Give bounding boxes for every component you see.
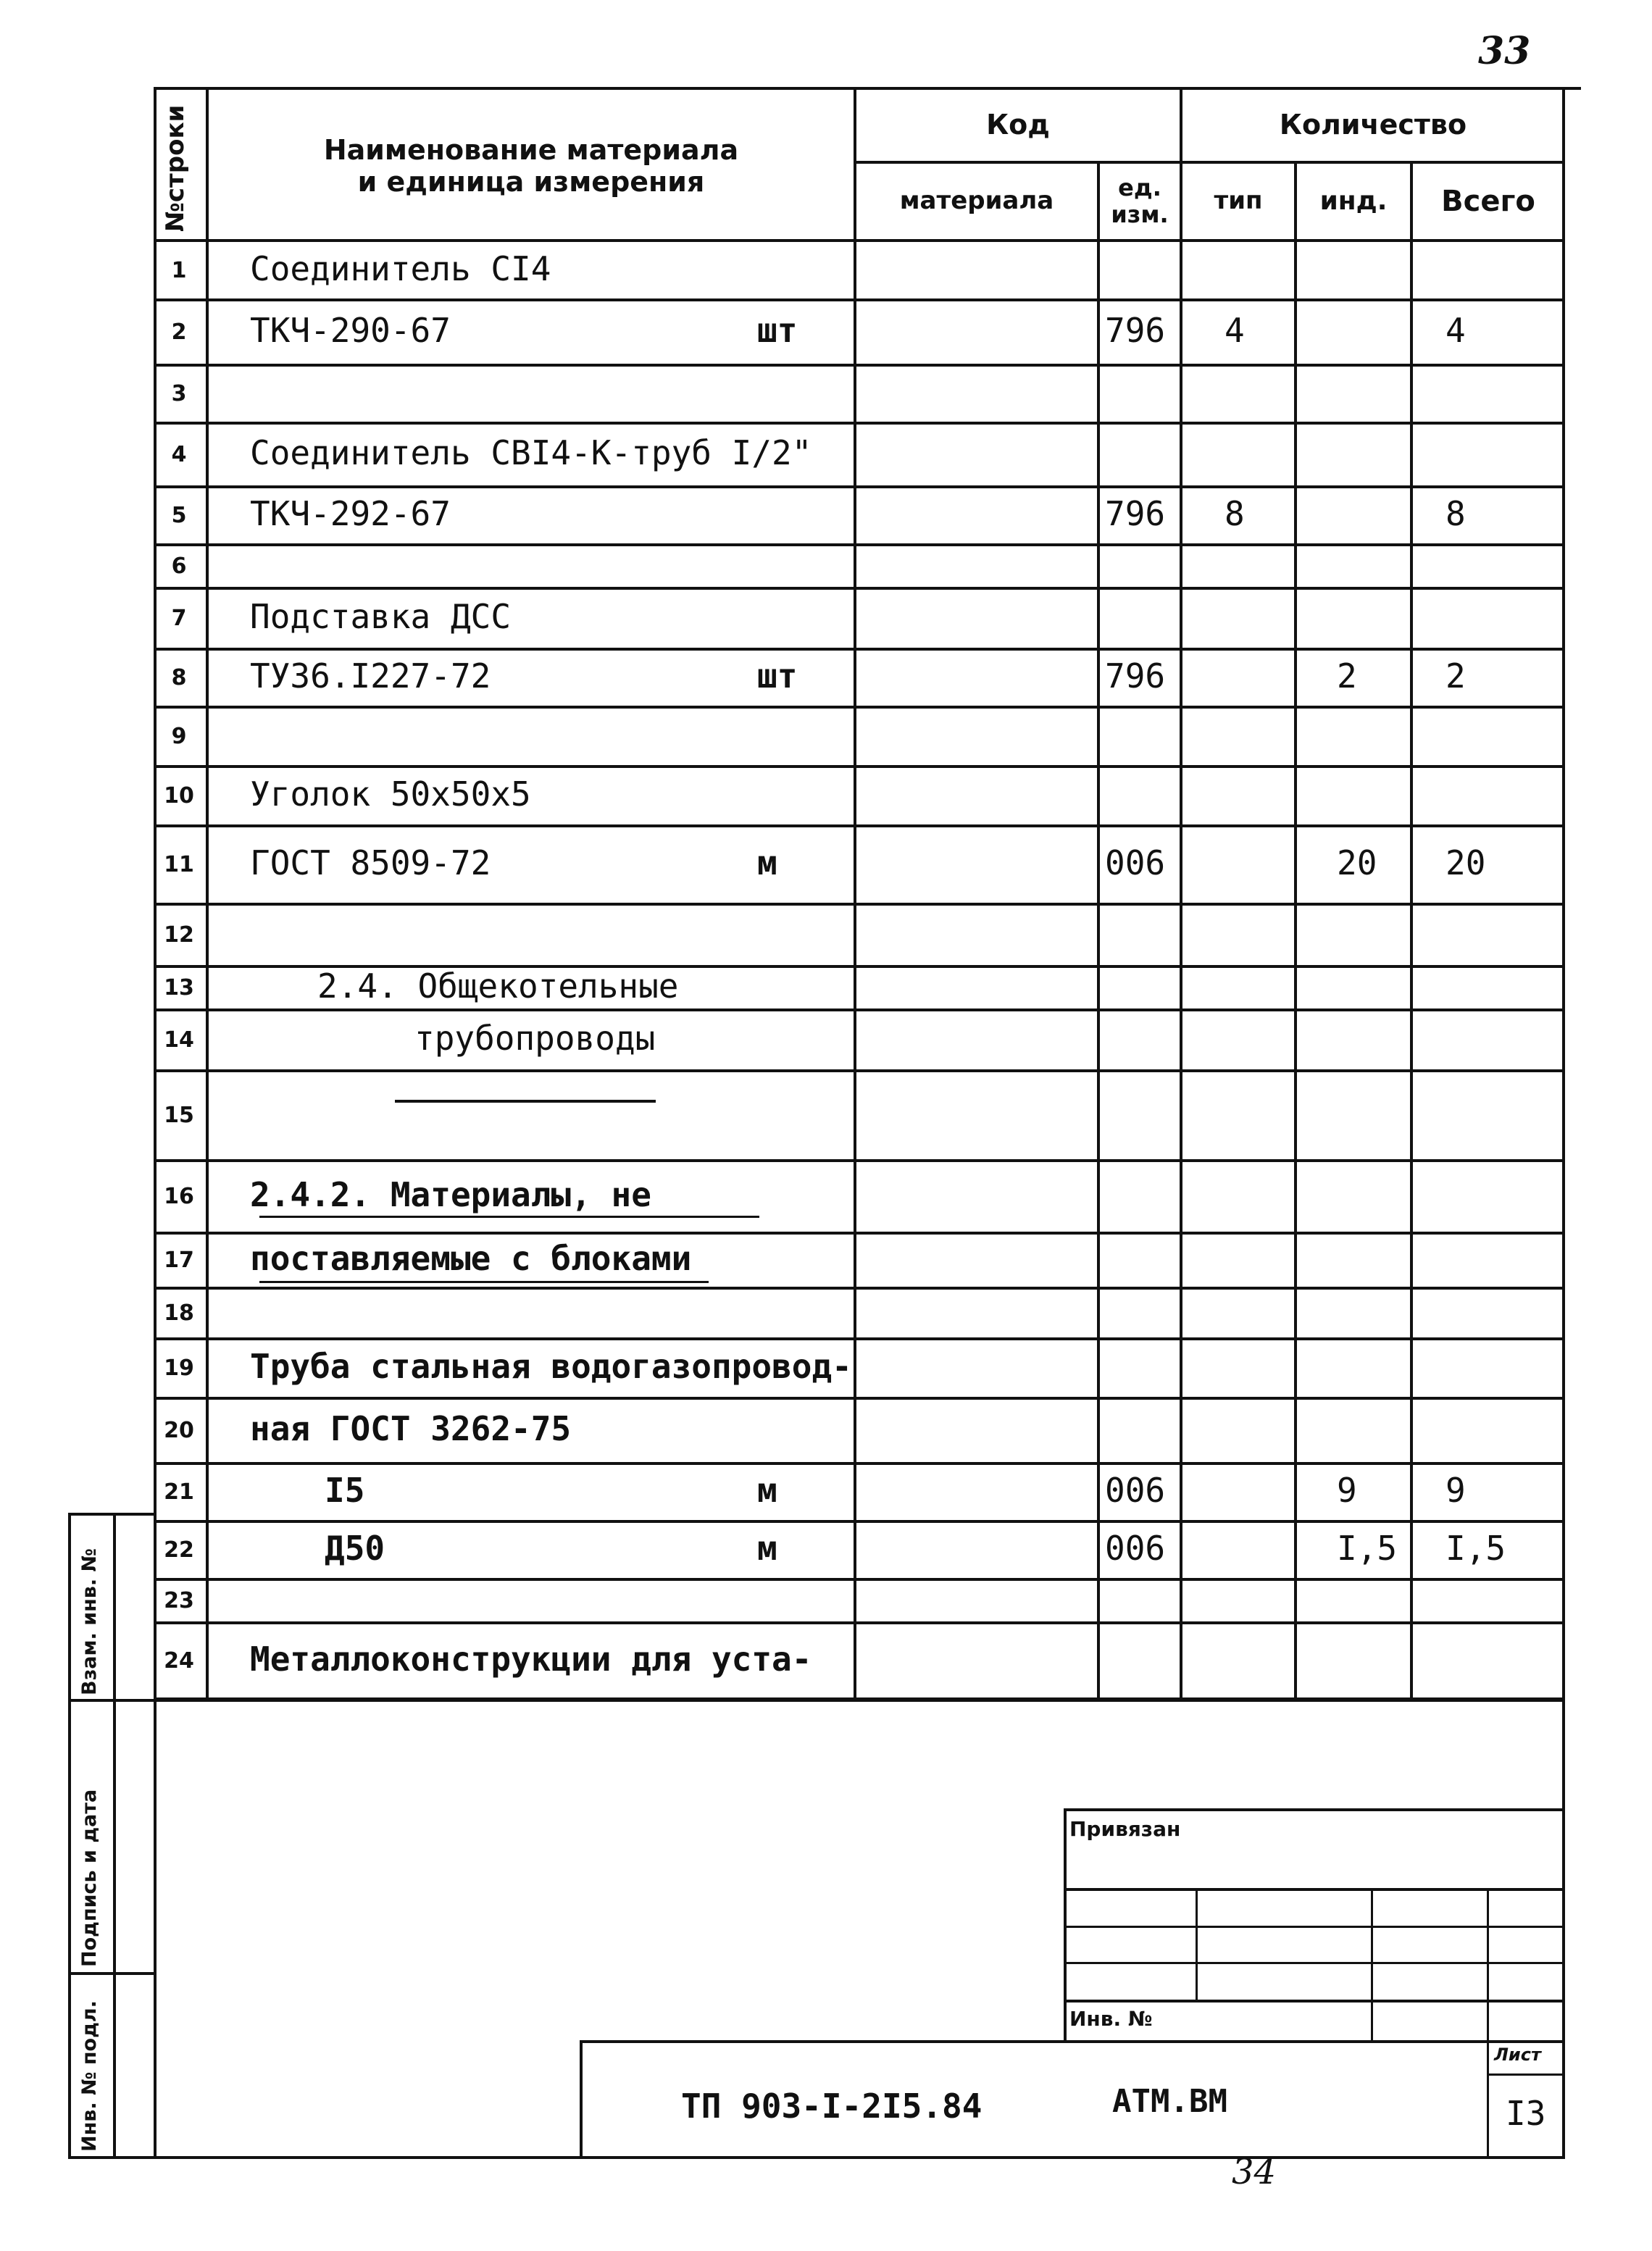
header-name-line1: Наименование материала <box>323 134 739 167</box>
row-divider <box>154 543 1564 546</box>
frame-bottom <box>154 2156 1565 2159</box>
material-name: Труба стальная водогазопровод- <box>250 1347 852 1386</box>
side-inv-orig: Инв. № подл. <box>78 2000 101 2152</box>
row-number: 15 <box>164 1103 194 1128</box>
material-name: Соединитель СВI4-К-труб I/2" <box>250 433 812 472</box>
stamp-sheet-line <box>1487 2073 1564 2076</box>
side-line-1 <box>68 1699 1564 1702</box>
row-divider <box>154 422 1564 425</box>
row-number: 20 <box>164 1418 194 1443</box>
material-name: ная ГОСТ 3262-75 <box>250 1409 572 1448</box>
unit-abbr: м <box>757 843 777 882</box>
row-divider <box>154 1069 1564 1072</box>
material-name: Подставка ДСС <box>250 597 512 636</box>
stamp-main-left <box>580 2040 583 2159</box>
material-name: Металлоконструкции для уста- <box>250 1639 812 1679</box>
row-number: 7 <box>171 606 187 631</box>
row-divider <box>154 587 1564 590</box>
stamp-attached: Привязан <box>1069 1817 1181 1841</box>
unit-abbr: шт <box>757 311 798 350</box>
header-row-no: №строки <box>161 104 190 232</box>
stamp-doc-code: ТП 903-I-2I5.84 <box>681 2087 983 2126</box>
row-divider <box>154 648 1564 651</box>
material-name: I5 <box>325 1471 365 1510</box>
qty-total: 2 <box>1446 656 1466 696</box>
stamp-main-top <box>580 2040 1564 2043</box>
qty-total: 20 <box>1446 843 1486 882</box>
material-name: Уголок 50х50х5 <box>250 774 531 814</box>
qty-total: 9 <box>1446 1471 1466 1510</box>
side-line-2 <box>68 1972 157 1975</box>
material-name: Соединитель СI4 <box>250 249 551 288</box>
row-divider <box>154 1287 1564 1290</box>
col-line-material <box>1097 162 1100 1699</box>
material-name: 2.4. Общекотельные <box>317 966 679 1006</box>
qty-type: 8 <box>1225 494 1245 533</box>
stamp-sheet-label: Лист <box>1494 2045 1541 2065</box>
col-line-tip <box>1294 162 1297 1699</box>
material-name: Д50 <box>325 1529 385 1568</box>
row-number: 23 <box>164 1588 194 1613</box>
row-number: 6 <box>171 554 187 579</box>
side-inv-replace: Взам. инв. № <box>78 1548 101 1695</box>
qty-type: 4 <box>1225 311 1245 350</box>
row-divider <box>154 364 1564 367</box>
row-number: 9 <box>171 724 187 749</box>
header-total: Всего <box>1441 185 1535 218</box>
row-number: 22 <box>164 1537 194 1563</box>
side-line-left <box>68 1514 71 2159</box>
row-number: 14 <box>164 1027 194 1053</box>
side-line-mid <box>113 1514 116 2159</box>
unit-code: 006 <box>1105 843 1166 882</box>
header-quantity: Количество <box>1279 109 1467 141</box>
row-divider <box>154 824 1564 827</box>
unit-code: 006 <box>1105 1529 1166 1568</box>
header-ind: инд. <box>1319 186 1388 217</box>
stamp-inv-no: Инв. № <box>1069 2007 1153 2031</box>
row-number: 16 <box>164 1184 194 1209</box>
row-number: 4 <box>171 442 187 467</box>
row-divider <box>154 1337 1564 1340</box>
row-number: 24 <box>164 1647 194 1674</box>
material-name: трубопроводы <box>414 1019 656 1058</box>
material-name: ТУ36.I227-72 <box>250 656 491 696</box>
page-number: 33 <box>1478 29 1531 73</box>
row-divider <box>154 1232 1564 1235</box>
row-divider <box>154 1008 1564 1011</box>
row-number: 1 <box>171 258 187 283</box>
unit-code: 796 <box>1105 656 1166 696</box>
row-divider <box>154 1621 1564 1624</box>
qty-ind: 20 <box>1337 843 1377 882</box>
side-line-bottom <box>68 2156 157 2159</box>
row-number: 21 <box>164 1479 194 1505</box>
row-number: 3 <box>171 381 187 406</box>
row-number: 18 <box>164 1300 194 1326</box>
header-unit-line1: ед. <box>1118 174 1161 202</box>
row-divider <box>154 1159 1564 1162</box>
row-number: 5 <box>171 503 187 528</box>
header-name <box>209 109 854 225</box>
stamp-doc-mark: АТМ.ВМ <box>1112 2083 1227 2120</box>
col-line-name <box>854 87 856 1699</box>
unit-code: 006 <box>1105 1471 1166 1510</box>
header-material: материала <box>899 186 1054 216</box>
row-number: 19 <box>164 1356 194 1381</box>
unit-abbr: м <box>757 1471 777 1510</box>
material-name: ГОСТ 8509-72 <box>250 843 491 882</box>
row-number: 17 <box>164 1248 194 1273</box>
row-divider <box>154 1520 1564 1523</box>
frame-right <box>1562 87 1565 2159</box>
row-number: 10 <box>164 783 194 809</box>
col-line-rownum <box>206 87 209 1699</box>
stamp-sheet-no: I3 <box>1506 2094 1546 2133</box>
unit-abbr: шт <box>757 656 798 696</box>
row-number: 8 <box>171 665 187 690</box>
material-name: ТКЧ-292-67 <box>250 494 451 533</box>
qty-ind: I,5 <box>1337 1529 1398 1568</box>
stamp-line-v2 <box>1196 1888 1198 2000</box>
row-divider <box>154 485 1564 488</box>
header-unit <box>1100 164 1180 239</box>
row-divider <box>154 765 1564 768</box>
unit-code: 796 <box>1105 494 1166 533</box>
subsection-underline-1 <box>259 1216 759 1218</box>
material-name: 2.4.2. Материалы, не <box>250 1175 651 1214</box>
row-divider <box>154 1578 1564 1581</box>
header-code: Код <box>986 109 1050 141</box>
material-name: поставляемые с блоками <box>250 1239 692 1278</box>
stamp-line-v3 <box>1371 1888 1373 2042</box>
section-underline <box>395 1100 656 1103</box>
row-divider <box>154 903 1564 906</box>
header-unit-line2: изм. <box>1111 201 1169 228</box>
row-divider <box>154 706 1564 709</box>
qty-ind: 9 <box>1337 1471 1357 1510</box>
qty-total: I,5 <box>1446 1529 1506 1568</box>
bottom-number: 34 <box>1232 2152 1277 2192</box>
row-number: 11 <box>164 852 194 877</box>
row-number: 13 <box>164 975 194 1001</box>
side-line-top <box>68 1513 157 1516</box>
row-divider <box>154 1462 1564 1465</box>
stamp-line-v4 <box>1487 1888 1489 2156</box>
header-bottom-line <box>154 239 1564 242</box>
side-sign-date: Подпись и дата <box>78 1789 101 1967</box>
qty-total: 8 <box>1446 494 1466 533</box>
col-line-unit <box>1180 87 1182 1699</box>
row-divider <box>154 1397 1564 1400</box>
col-line-ind <box>1410 162 1413 1699</box>
header-name-line2: и единица измерения <box>357 166 705 198</box>
header-type: тип <box>1214 186 1263 216</box>
subsection-underline-2 <box>259 1281 709 1283</box>
row-number: 2 <box>171 320 187 345</box>
material-name: ТКЧ-290-67 <box>250 311 451 350</box>
row-divider <box>154 298 1564 301</box>
stamp-line-h1 <box>1064 1808 1564 1811</box>
qty-total: 4 <box>1446 311 1466 350</box>
unit-abbr: м <box>757 1529 777 1568</box>
unit-code: 796 <box>1105 311 1166 350</box>
qty-ind: 2 <box>1337 656 1357 696</box>
row-number: 12 <box>164 922 194 948</box>
